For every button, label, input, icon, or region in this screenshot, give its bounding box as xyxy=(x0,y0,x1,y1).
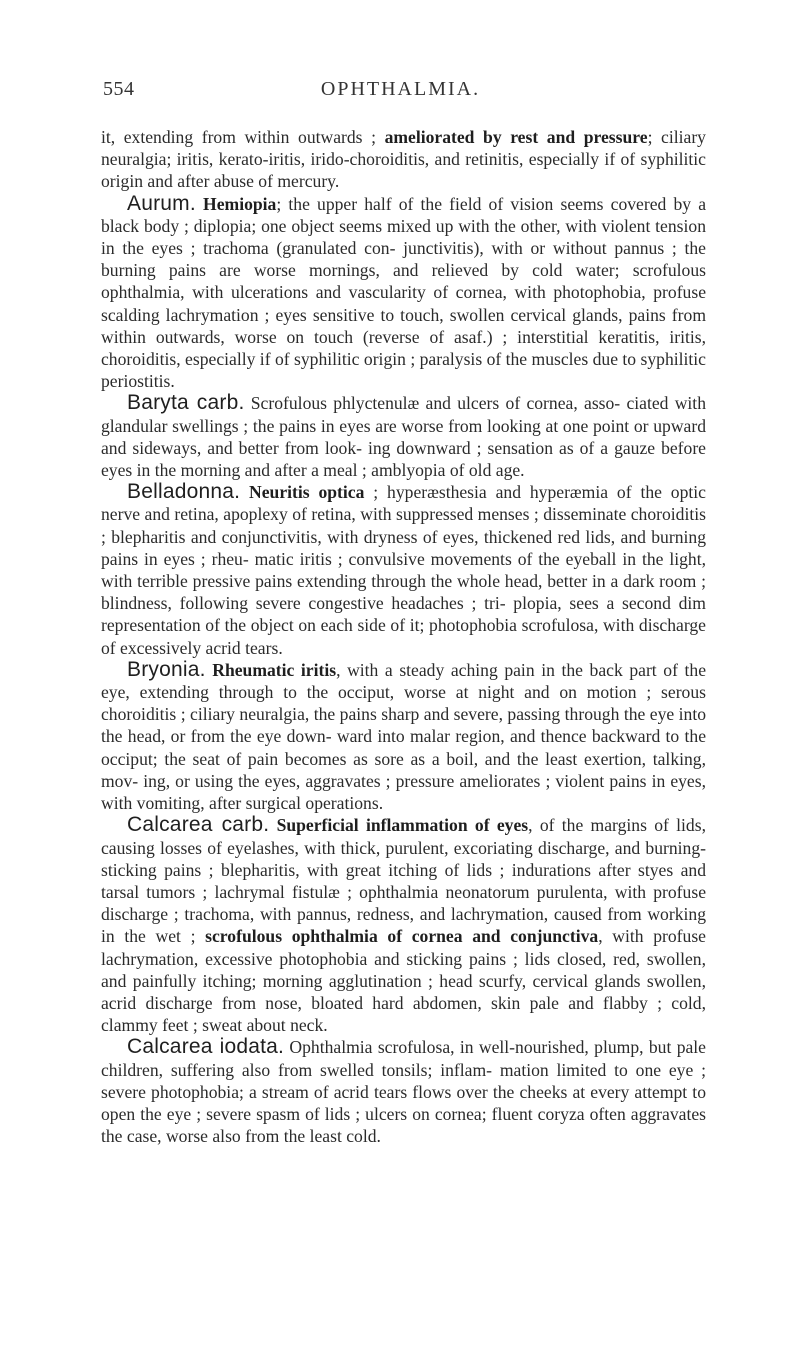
remedy-name: Baryta carb. xyxy=(127,391,245,415)
bold-phrase: ameliorated by rest and pressure xyxy=(384,127,648,147)
paragraph-text: ; ciliary neuralgia; iritis, kerato-iritis, irido-choroiditis, and retinitis, especially if of syphilitic origin and after abuse of mercury. xyxy=(101,127,706,192)
entry-text: , with a steady aching pain in the back part of the eye, extending through to the occiput, worse at night and on motion ; serous choroiditis ; ciliary neuralgia, the pains sharp and severe, passing through the eye into the head, or from the eye down- ward into malar region, and thence backward to the occiput; the seat of pain becomes as sore as a boil, and the least exertion, talking, mov- ing, or using the eyes, aggravates ; pressure ameliorates ; violent pains in eyes, with vomiting, after surgical operations. xyxy=(101,659,706,814)
entry-text: , with profuse lachrymation, excessive photophobia and sticking pains ; lids closed, red, swollen, and painfully itching; morning agglutination ; head scurfy, cervical glands swollen, acrid discharge from nose, bloated hard abdomen, skin pale and flabby ; cold, clammy feet ; sweat about neck. xyxy=(101,926,706,1036)
remedy-name: Belladonna. xyxy=(127,480,241,504)
bold-phrase: scrofulous ophthalmia of cornea and conjunctiva xyxy=(205,926,599,947)
entry-text: ; the upper half of the field of vision seems covered by a black body ; diplopia; one object seems mixed up with the other, with violent tension in the eyes ; trachoma (granulated con- junctivitis), with or without pannus ; the burning pains are worse mornings, and relieved by cold water; scrofulous ophthalmia, with ulcerations and vascularity of cornea, with photophobia, profuse scalding lachrymation ; eyes sensitive to touch, swollen cervical glands, pains from within outwards, worse on touch (reverse of asaf.) ; interstitial keratitis, iritis, choroiditis, especially if of syphilitic origin ; paralysis of the muscles due to syphilitic periostitis. xyxy=(101,193,706,392)
remedy-entry-baryta-carb xyxy=(101,392,706,481)
paragraph-text: it, extending from within outwards ; xyxy=(101,127,385,147)
body-text xyxy=(101,126,706,1147)
entry-text: Scrofulous phlyctenulæ and ulcers of cornea, asso- ciated with glandular swellings ; the pains in eyes are worse from looking at one point or upward and sideways, and better from look- ing downward ; sensation as of a gauze before eyes in the morning and after a meal ; amblyopia of old age. xyxy=(101,393,706,481)
remedy-name: Bryonia. xyxy=(127,657,206,681)
remedy-name: Calcarea iodata. xyxy=(127,1035,285,1059)
entry-text: ; hyperæsthesia and hyperæmia of the optic nerve and retina, apoplexy of retina, with suppressed menses ; disseminate choroiditis ; blepharitis and conjunctivitis, with dryness of eyes, thickened red lids, and burning pains in eyes ; rheu- matic iritis ; convulsive movements of the eyeball in the light, with terrible pressive pains extending through the whole head, better in a dark room ; blindness, following severe congestive headaches ; tri- plopia, sees a second dim representation of the object on each side of it; photophobia scrofulosa, with discharge of excessively acrid tears. xyxy=(101,482,706,658)
remedy-name: Calcarea carb. xyxy=(127,813,270,837)
running-head xyxy=(0,78,801,106)
remedy-entry-bryonia xyxy=(101,659,706,814)
bold-phrase: Hemiopia xyxy=(203,193,277,214)
bold-phrase: Rheumatic iritis xyxy=(212,659,337,680)
remedy-name: Aurum. xyxy=(127,191,196,215)
remedy-entry-aurum xyxy=(101,193,706,393)
continuation-paragraph xyxy=(101,126,706,193)
bold-phrase: Neuritis optica xyxy=(249,482,365,503)
entry-text: , of the margins of lids, causing losses of eyelashes, with thick, purulent, excoriating discharge, and burning-sticking pains ; blepharitis, with great itching of lids ; indurations after styes and tarsal tumors ; lachrymal fistulæ ; ophthalmia neonatorum purulenta, with profuse discharge ; trachoma, with pannus, redness, and lachrymation, caused from working in the wet ; xyxy=(101,815,706,947)
remedy-entry-calcarea-iodata xyxy=(101,1036,706,1147)
page-number: 554 xyxy=(103,78,135,100)
entry-text: Ophthalmia scrofulosa, in well-nourished, plump, but pale children, suffering also from swelled tonsils; inflam- mation limited to one eye ; severe photophobia; a stream of acrid tears flows over the cheeks at every attempt to open the eye ; severe spasm of lids ; ulcers on cornea; fluent coryza often aggravates the case, worse also from the least cold. xyxy=(101,1037,706,1147)
running-title: OPHTHALMIA. xyxy=(320,78,481,100)
remedy-entry-calcarea-carb xyxy=(101,814,706,1036)
bold-phrase: Superficial inflammation of eyes xyxy=(276,815,529,836)
remedy-entry-belladonna xyxy=(101,481,706,659)
